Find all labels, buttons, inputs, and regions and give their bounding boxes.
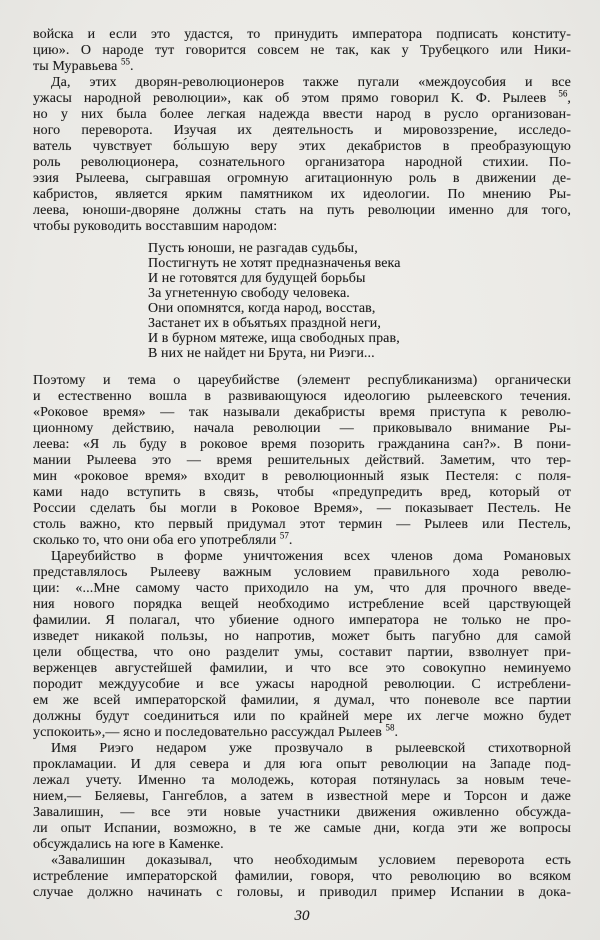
- text-line: За угнетенную свободу человека.: [148, 286, 350, 301]
- text-line: обсуждались на юге в Каменке.: [33, 837, 224, 852]
- text-line: «Роковое время» — так называли декабристы время приступа к револю-: [33, 405, 571, 420]
- text-line: ционному действию, начала революции — приковывало внимание Ры-: [33, 421, 571, 436]
- text-line: леева, юноши-дворяне должны стать на путь революции именно для того,: [33, 203, 571, 218]
- text-line: ты Муравьева $^{55}$.: [33, 56, 134, 74]
- text-line: прокламации. И для севера и для юга опыт революции на Западе под-: [33, 757, 571, 772]
- text-line: успокоить»,— ясно и последовательно рассуждал Рылеев $^{58}$.: [33, 722, 399, 740]
- text-line: Имя Риэго недаром уже прозвучало в рылеевской стихотворной: [51, 741, 571, 756]
- text-line: ужасы народной революции», как об этом прямо говорил К. Ф. Рылеев $^{56}$,: [33, 88, 571, 106]
- text-line: ли опыт Испании, возможно, в те же самые дни, когда эти же вопросы: [33, 821, 571, 836]
- page-number: 30: [294, 908, 310, 924]
- text-line: В них не найдет ни Брута, ни Риэги...: [148, 346, 375, 361]
- text-line: ции: «...Мне самому часто приходило на ум, что для прочного введе-: [33, 581, 571, 596]
- text-line: леева: «Я ль буду в роковое время позорить гражданина сан?». В пони-: [33, 437, 571, 452]
- verse-block: [148, 241, 571, 361]
- text-line: ем же всей императорской фамилии, я думал, что поневоле все партии: [33, 693, 571, 708]
- paragraph: [33, 75, 571, 235]
- paragraph: [33, 373, 571, 549]
- text-line: ного переворота. Изучая их деятельность и мировоззрение, исследо-: [33, 123, 571, 138]
- text-line: верженцев августейшей фамилии, и что все это совокупно неминуемо: [33, 661, 571, 676]
- text-line: ками надо вступить в связь, чтобы «предупредить вред, который от: [33, 485, 571, 500]
- text-line: ватель чувствует бо́льшую веру этих декабристов в преобразующую: [33, 139, 571, 154]
- text-line: «Завалишин доказывал, что необходимым условием переворота есть: [51, 853, 571, 868]
- text-line: породит междуусобие и все ужасы народной революции. С истреблени-: [33, 677, 571, 692]
- text-line: лежал учету. Именно та молодежь, которая потянулась за новым тече-: [33, 773, 571, 788]
- text-line: кабристов, является ярким памятником их идеологии. По мнению Ры-: [33, 187, 571, 202]
- text-line: России сделать бы могли в Роковое Время», — показывает Пестель. Не: [33, 501, 571, 516]
- paragraph: [33, 27, 571, 75]
- footnote-ref: 56: [558, 88, 568, 99]
- text-line: ния нового порядка вещей необходимо истребление всей царствующей: [33, 597, 571, 612]
- page-text: [33, 27, 571, 925]
- text-line: столь важно, кто первый придумал этот термин — Рылеев или Пестель,: [33, 517, 571, 532]
- footnote-ref: 55: [121, 56, 130, 67]
- text-line: нием,— Беляевы, Гангеблов, а затем в известной мере и Торсон и даже: [33, 789, 571, 804]
- text-line: эзия Рылеева, сыгравшая огромную агитационную роль в движении де-: [33, 171, 571, 186]
- text-line: Застанет их в объятьях праздной неги,: [148, 316, 381, 331]
- text-line: Цареубийство в форме уничтожения всех членов дома Романовых: [51, 549, 571, 564]
- paragraph: [33, 741, 571, 853]
- text-line: представлялось Рылееву важным условием правильного хода револю-: [33, 565, 571, 580]
- text-line: И в бурном мятеже, ища свободных прав,: [148, 331, 400, 346]
- text-line: Пусть юноши, не разгадав судьбы,: [148, 241, 358, 256]
- text-line: Завалишин, — все эти новые участники движения оживленно обсужда-: [33, 805, 571, 820]
- text-line: мании Рылеева это — время решительных действий. Заметим, что тер-: [33, 453, 571, 468]
- text-line: фамилии. Я полагал, что убиение одного императора не только не про-: [33, 613, 571, 628]
- text-line: истребление императорской фамилии, говоря, что революцию во всяком: [33, 869, 571, 884]
- paragraph: [33, 549, 571, 741]
- text-line: должны будут соединиться или по крайней мере их легче можно будет: [33, 709, 571, 724]
- text-line: чтобы руководить восставшим народом:: [33, 219, 278, 234]
- footnote-ref: 57: [279, 530, 289, 541]
- text-line: роль революционера, сознательного организатора народной стихии. По-: [33, 155, 571, 170]
- text-line: Да, этих дворян-революционеров также пугали «междоусобия и все: [51, 75, 571, 90]
- text-line: мин «роковое время» входит в революционный язык Пестеля: с поля-: [33, 469, 571, 484]
- paragraph: [33, 853, 571, 901]
- text-line: Постигнуть не хотят предназначенья века: [148, 256, 401, 271]
- text-line: цели общества, что оно разделит умы, составит партии, взволнует при-: [33, 645, 571, 660]
- text-line: сколько то, что они оба его употребляли $^{57}$.: [33, 530, 293, 548]
- footnote-ref: 58: [385, 722, 395, 733]
- text-line: случае должно начинать с головы, и приводил пример Испании в дока-: [33, 885, 571, 900]
- text-line: Они опомнятся, когда народ, восстав,: [148, 301, 376, 316]
- text-line: изведет никакой пользы, но напротив, может быть пагубно для самой: [33, 629, 571, 644]
- text-line: и естественно вошла в развивающуюся идеологию рылеевского течения.: [33, 389, 571, 404]
- text-line: цию». О народе тут говорится совсем не так, как у Трубецкого или Ники-: [33, 43, 571, 58]
- text-line: И не готовятся для будущей борьбы: [148, 271, 366, 286]
- text-line: но у них была более легкая надежда ввести народ в русло организован-: [33, 107, 571, 122]
- text-line: Поэтому и тема о цареубийстве (элемент республиканизма) органически: [33, 373, 571, 388]
- text-line: войска и если это удастся, то принудить императора подписать конститу-: [33, 27, 571, 42]
